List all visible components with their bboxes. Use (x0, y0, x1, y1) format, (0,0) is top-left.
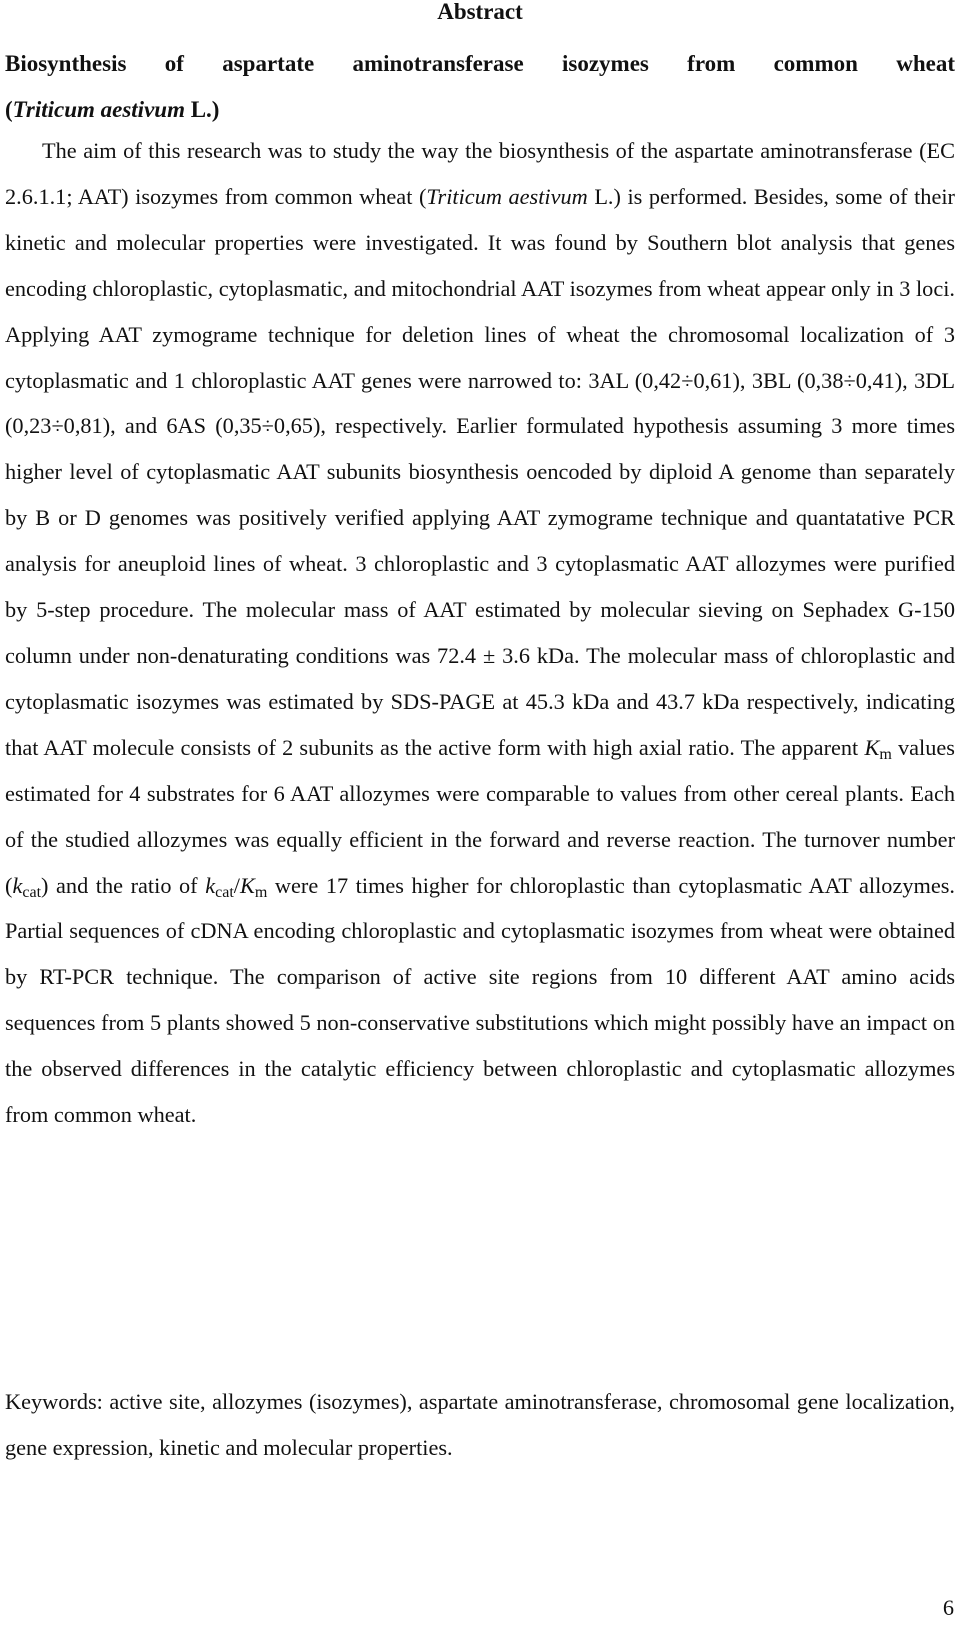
title-line-1: Biosynthesis of aspartate aminotransferase isozymes from common wheat (5, 51, 955, 76)
kcat-ratio-symbol: k (205, 872, 216, 898)
abstract-text-3: values estimated for 4 substrates for 6 AAT allozymes were comparable to values from other cereal plants. Each of the studied allozymes was equally efficient in the forward and reverse reaction. The turnover number ( (5, 734, 955, 898)
km-ratio-subscript: m (254, 883, 268, 901)
abstract-title (5, 41, 955, 132)
kcat-symbol: k (12, 872, 23, 898)
km-ratio-symbol: K (240, 872, 255, 898)
km-symbol: K (864, 734, 880, 760)
kcat-ratio-subscript: cat (215, 883, 234, 901)
ratio-slash: / (233, 872, 240, 898)
km-subscript: m (879, 745, 892, 763)
title-species: Triticum aestivum (12, 96, 185, 122)
abstract-species: Triticum aestivum (426, 183, 588, 209)
section-heading: Abstract (437, 0, 523, 24)
abstract-paragraph (5, 128, 955, 1138)
keywords-paragraph: Keywords: active site, allozymes (isozymes), aspartate aminotransferase, chromosomal gene localization, gene expression, kinetic and molecular properties. (5, 1389, 955, 1460)
abstract-text-1: The aim of this research was to study the way the biosynthesis of the aspartate aminotransferase (EC 2.6.1.1; AAT) isozymes from common wheat ( (5, 138, 955, 209)
abstract-text-2: L.) is performed. Besides, some of their kinetic and molecular properties were investigated. It was found by Southern blot analysis that genes encoding chloroplastic, cytoplasmatic, and mitochondrial AAT isozymes from wheat appear only in 3 loci. Applying AAT zymograme technique for deletion lines of wheat the chromosomal localization of 3 cytoplasmatic and 1 chloroplastic AAT genes were narrowed to: 3AL (0,42÷0,61), 3BL (0,38÷0,41), 3DL (0,23÷0,81), and 6AS (0,35÷0,65), respectively. Earlier formulated hypothesis assuming 3 more times higher level of cytoplasmatic AAT subunits biosynthesis oencoded by diploid A genome than separately by B or D genomes was positively verified applying AAT zymograme technique and quantatative PCR analysis for aneuploid lines of wheat. 3 chloroplastic and 3 cytoplasmatic AAT allozymes were purified by 5-step procedure. The molecular mass of AAT estimated by molecular sieving on Sephadex G-150 column under non-denaturating conditions was 72.4 ± 3.6 kDa. The molecular mass of chloroplastic and cytoplasmatic isozymes was estimated by SDS-PAGE at 45.3 kDa and 43.7 kDa respectively, indicating that AAT molecule consists of 2 subunits as the active form with high axial ratio. The apparent (5, 183, 955, 760)
page-number: 6 (942, 1595, 954, 1620)
abstract-text-5: were 17 times higher for chloroplastic than cytoplasmatic AAT allozymes. Partial sequences of cDNA encoding chloroplastic and cytoplasmatic isozymes from wheat were obtained by RT-PCR technique. The comparison of active site regions from 10 different AAT amino acids sequences from 5 plants showed 5 non-conservative substitutions which might possibly have an impact on the observed differences in the catalytic efficiency between chloroplastic and cytoplasmatic allozymes from common wheat. (5, 872, 955, 1128)
title-tail: L.) (184, 96, 220, 122)
title-paren-open: ( (5, 96, 13, 122)
abstract-text-4: ) and the ratio of (41, 872, 206, 898)
kcat-subscript: cat (22, 883, 42, 901)
